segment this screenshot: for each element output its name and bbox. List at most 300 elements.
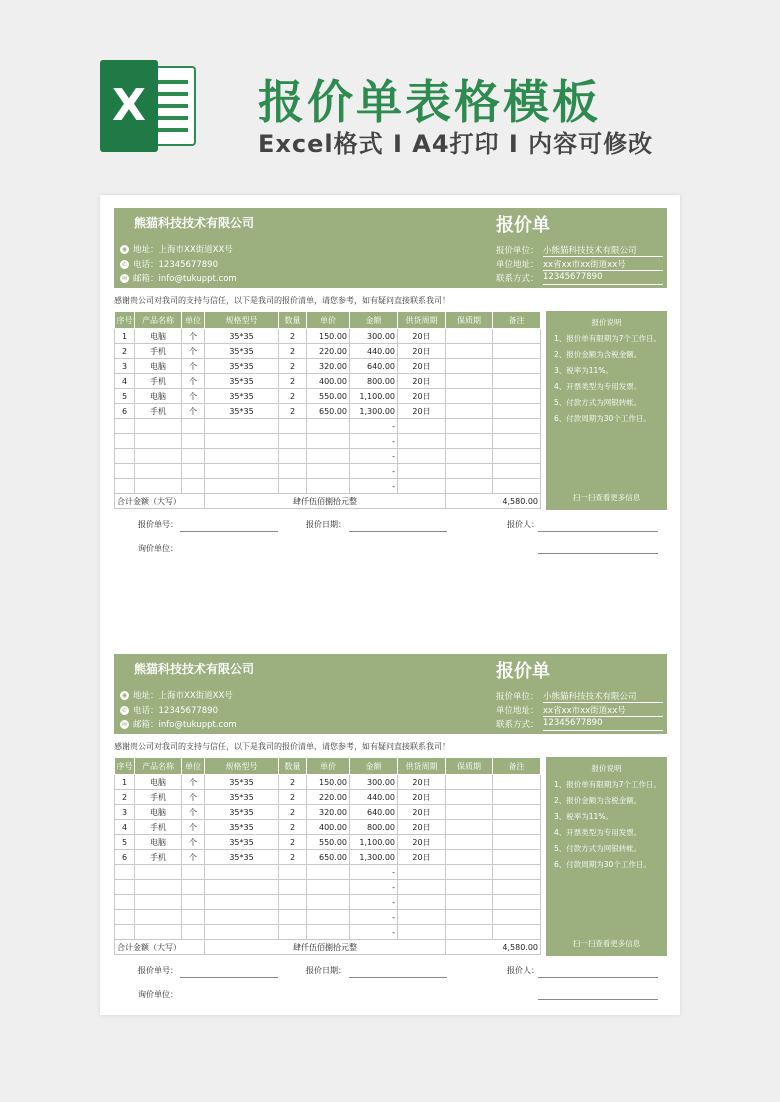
company-address: ◉ 地址：上海市XX街道XX号 bbox=[121, 245, 233, 255]
table-cell bbox=[446, 344, 493, 359]
column-header: 序号 bbox=[115, 312, 135, 329]
table-cell bbox=[493, 790, 541, 805]
table-cell bbox=[279, 434, 307, 449]
table-cell: - bbox=[350, 895, 398, 910]
table-cell bbox=[493, 479, 541, 494]
table-cell: 2 bbox=[279, 790, 307, 805]
table-row bbox=[115, 419, 541, 434]
table-cell: 手机 bbox=[135, 374, 182, 389]
table-cell: 3 bbox=[115, 805, 135, 820]
table-row bbox=[115, 449, 541, 464]
quote-no-label: 报价单号： bbox=[138, 966, 178, 975]
table-cell: 440.00 bbox=[350, 790, 398, 805]
table-cell bbox=[135, 865, 182, 880]
location-icon: ◉ bbox=[121, 691, 128, 699]
quote-notes bbox=[546, 311, 667, 510]
note-item: 4、开票类型为专用发票。 bbox=[554, 382, 642, 391]
table-cell: 手机 bbox=[135, 850, 182, 865]
company-name: 熊猫科技技术有限公司 bbox=[134, 662, 255, 676]
table-row bbox=[115, 880, 541, 895]
table-cell: 5 bbox=[115, 835, 135, 850]
inquiry-field[interactable] bbox=[538, 553, 658, 554]
column-header: 供货周期 bbox=[398, 312, 446, 329]
column-header: 保质期 bbox=[446, 312, 493, 329]
column-header: 单价 bbox=[307, 312, 350, 329]
table-row bbox=[115, 820, 541, 835]
total-cell: 合计金额（大写） bbox=[115, 494, 205, 509]
table-cell bbox=[493, 775, 541, 790]
table-cell bbox=[493, 850, 541, 865]
table-cell: 35*35 bbox=[205, 775, 279, 790]
table-cell bbox=[182, 895, 205, 910]
table-cell: 400.00 bbox=[307, 820, 350, 835]
notes-title: 报价说明 bbox=[591, 764, 622, 773]
table-cell: 150.00 bbox=[307, 329, 350, 344]
table-cell bbox=[446, 434, 493, 449]
mail-icon: ✉ bbox=[121, 274, 128, 282]
company-email: ✉ 邮箱：info@tukuppt.com bbox=[121, 720, 237, 730]
notes-title: 报价说明 bbox=[591, 318, 622, 327]
table-cell: 20日 bbox=[398, 359, 446, 374]
note-item: 3、税率为11%。 bbox=[554, 812, 613, 821]
total-cell: 合计金额（大写） bbox=[115, 940, 205, 955]
table-cell bbox=[446, 895, 493, 910]
table-cell: - bbox=[350, 880, 398, 895]
table-cell: 电脑 bbox=[135, 329, 182, 344]
quote-date-field[interactable] bbox=[349, 531, 447, 532]
table-cell: 个 bbox=[182, 404, 205, 419]
table-cell: 300.00 bbox=[350, 329, 398, 344]
table-row bbox=[115, 389, 541, 404]
table-cell: 2 bbox=[279, 344, 307, 359]
table-cell bbox=[446, 850, 493, 865]
column-header: 单位 bbox=[182, 312, 205, 329]
table-cell: 2 bbox=[279, 359, 307, 374]
table-cell: 2 bbox=[279, 329, 307, 344]
table-cell bbox=[307, 865, 350, 880]
table-cell bbox=[205, 449, 279, 464]
table-cell bbox=[446, 820, 493, 835]
table-cell: 1,300.00 bbox=[350, 850, 398, 865]
table-cell: 手机 bbox=[135, 820, 182, 835]
table-cell bbox=[398, 910, 446, 925]
notes-scan: 扫一扫查看更多信息 bbox=[572, 493, 641, 502]
quote-no-field[interactable] bbox=[180, 531, 278, 532]
table-cell bbox=[398, 419, 446, 434]
table-cell bbox=[115, 925, 135, 940]
banner bbox=[0, 0, 780, 195]
excel-icon: X bbox=[100, 60, 198, 152]
table-cell bbox=[493, 464, 541, 479]
table-cell bbox=[135, 479, 182, 494]
table-cell: 2 bbox=[279, 404, 307, 419]
table-cell bbox=[446, 805, 493, 820]
quoter-field[interactable] bbox=[538, 977, 658, 978]
quote-notes bbox=[546, 757, 667, 956]
table-cell: 2 bbox=[279, 775, 307, 790]
table-cell bbox=[446, 925, 493, 940]
table-cell: 35*35 bbox=[205, 790, 279, 805]
table-cell: 35*35 bbox=[205, 389, 279, 404]
quote-no-field[interactable] bbox=[180, 977, 278, 978]
table-cell: 电脑 bbox=[135, 835, 182, 850]
note-item: 3、税率为11%。 bbox=[554, 366, 613, 375]
table-cell: - bbox=[350, 925, 398, 940]
table-cell bbox=[135, 895, 182, 910]
inquiry-label: 询价单位： bbox=[138, 990, 178, 999]
table-cell: 2 bbox=[279, 835, 307, 850]
table-cell: - bbox=[350, 449, 398, 464]
table-row bbox=[115, 404, 541, 419]
table-cell bbox=[398, 925, 446, 940]
table-row bbox=[115, 790, 541, 805]
table-cell bbox=[135, 464, 182, 479]
table-cell: 35*35 bbox=[205, 344, 279, 359]
table-cell: 20日 bbox=[398, 790, 446, 805]
inquiry-field[interactable] bbox=[538, 999, 658, 1000]
column-header: 规格型号 bbox=[205, 312, 279, 329]
quoter-label: 报价人： bbox=[507, 520, 539, 529]
table-cell: 4 bbox=[115, 820, 135, 835]
table-cell bbox=[446, 374, 493, 389]
table-cell: 2 bbox=[115, 344, 135, 359]
table-cell: 5 bbox=[115, 389, 135, 404]
table-cell: 个 bbox=[182, 790, 205, 805]
table-cell bbox=[135, 449, 182, 464]
table-cell: 650.00 bbox=[307, 850, 350, 865]
table-cell bbox=[307, 910, 350, 925]
table-cell bbox=[446, 880, 493, 895]
note-item: 1、报价单有限期为7个工作日。 bbox=[554, 780, 662, 789]
table-row bbox=[115, 775, 541, 790]
table-cell bbox=[493, 910, 541, 925]
table-cell bbox=[307, 895, 350, 910]
table-cell bbox=[493, 419, 541, 434]
total-row bbox=[115, 494, 541, 509]
table-cell: 20日 bbox=[398, 329, 446, 344]
quote-title: 报价单 bbox=[496, 215, 550, 236]
table-cell bbox=[182, 434, 205, 449]
quote-no-label: 报价单号： bbox=[138, 520, 178, 529]
table-cell: - bbox=[350, 419, 398, 434]
table-cell bbox=[205, 880, 279, 895]
table-cell: 35*35 bbox=[205, 805, 279, 820]
table-cell bbox=[182, 880, 205, 895]
table-cell bbox=[279, 865, 307, 880]
company-name: 熊猫科技技术有限公司 bbox=[134, 216, 255, 230]
table-cell bbox=[493, 820, 541, 835]
table-cell bbox=[279, 925, 307, 940]
phone-icon: ✆ bbox=[121, 706, 128, 714]
table-row bbox=[115, 850, 541, 865]
table-cell: - bbox=[350, 434, 398, 449]
table-cell: 35*35 bbox=[205, 820, 279, 835]
quote-title: 报价单 bbox=[496, 661, 550, 682]
table-row bbox=[115, 359, 541, 374]
table-cell: 800.00 bbox=[350, 820, 398, 835]
note-item: 2、报价金额为含税金额。 bbox=[554, 796, 642, 805]
table-cell: 4 bbox=[115, 374, 135, 389]
quote-company-row: 报价单位： 小熊猫科技技术有限公司 bbox=[496, 244, 666, 256]
table-cell: 个 bbox=[182, 329, 205, 344]
table-cell bbox=[182, 464, 205, 479]
note-item: 5、付款方式为网银转帐。 bbox=[554, 844, 642, 853]
table-cell bbox=[135, 925, 182, 940]
table-cell bbox=[446, 329, 493, 344]
table-cell: - bbox=[350, 479, 398, 494]
table-cell: 20日 bbox=[398, 404, 446, 419]
table-cell bbox=[398, 865, 446, 880]
table-cell: 个 bbox=[182, 820, 205, 835]
table-cell bbox=[446, 479, 493, 494]
table-cell bbox=[493, 344, 541, 359]
table-cell bbox=[182, 910, 205, 925]
column-header: 单价 bbox=[307, 758, 350, 775]
table-cell: 个 bbox=[182, 374, 205, 389]
table-row bbox=[115, 925, 541, 940]
table-row bbox=[115, 329, 541, 344]
table-cell bbox=[115, 479, 135, 494]
column-header: 保质期 bbox=[446, 758, 493, 775]
table-cell: 6 bbox=[115, 404, 135, 419]
table-cell: 800.00 bbox=[350, 374, 398, 389]
total-cell: 肆仟伍佰捌拾元整 bbox=[205, 494, 446, 509]
note-item: 1、报价单有限期为7个工作日。 bbox=[554, 334, 662, 343]
table-cell: 个 bbox=[182, 835, 205, 850]
table-cell: 300.00 bbox=[350, 775, 398, 790]
table-cell bbox=[307, 479, 350, 494]
company-email: ✉ 邮箱：info@tukuppt.com bbox=[121, 274, 237, 284]
table-cell: 35*35 bbox=[205, 850, 279, 865]
column-header: 单位 bbox=[182, 758, 205, 775]
notes-scan: 扫一扫查看更多信息 bbox=[572, 939, 641, 948]
table-cell bbox=[205, 479, 279, 494]
table-cell bbox=[446, 910, 493, 925]
table-cell: - bbox=[350, 865, 398, 880]
quote-header bbox=[114, 208, 667, 288]
total-row bbox=[115, 940, 541, 955]
column-header: 供货周期 bbox=[398, 758, 446, 775]
table-cell bbox=[279, 895, 307, 910]
items-table bbox=[114, 757, 541, 955]
table-row bbox=[115, 865, 541, 880]
table-cell: 手机 bbox=[135, 344, 182, 359]
table-cell: 个 bbox=[182, 850, 205, 865]
table-cell bbox=[115, 419, 135, 434]
table-cell bbox=[115, 880, 135, 895]
table-cell bbox=[493, 865, 541, 880]
table-row bbox=[115, 895, 541, 910]
table-cell: 2 bbox=[279, 820, 307, 835]
table-cell bbox=[398, 434, 446, 449]
table-row bbox=[115, 464, 541, 479]
quote-date-label: 报价日期： bbox=[306, 520, 346, 529]
table-cell: 个 bbox=[182, 359, 205, 374]
column-header: 规格型号 bbox=[205, 758, 279, 775]
table-cell bbox=[205, 925, 279, 940]
table-cell bbox=[205, 910, 279, 925]
table-cell: 手机 bbox=[135, 790, 182, 805]
table-cell: 个 bbox=[182, 775, 205, 790]
table-cell: 电脑 bbox=[135, 389, 182, 404]
company-address: ◉ 地址：上海市XX街道XX号 bbox=[121, 691, 233, 701]
table-cell: 电脑 bbox=[135, 805, 182, 820]
page-subtitle: Excel格式 I A4打印 I 内容可修改 bbox=[258, 130, 654, 158]
table-row bbox=[115, 434, 541, 449]
table-cell: 2 bbox=[279, 374, 307, 389]
table-cell bbox=[307, 419, 350, 434]
total-cell: 4,580.00 bbox=[446, 494, 541, 509]
items-table bbox=[114, 311, 541, 509]
table-cell: 2 bbox=[279, 389, 307, 404]
table-cell: 640.00 bbox=[350, 359, 398, 374]
table-cell bbox=[279, 449, 307, 464]
column-header: 序号 bbox=[115, 758, 135, 775]
note-item: 4、开票类型为专用发票。 bbox=[554, 828, 642, 837]
table-cell: 20日 bbox=[398, 835, 446, 850]
table-cell: 20日 bbox=[398, 344, 446, 359]
table-cell bbox=[493, 925, 541, 940]
table-cell: 1 bbox=[115, 775, 135, 790]
table-cell: 20日 bbox=[398, 389, 446, 404]
column-header: 金额 bbox=[350, 758, 398, 775]
table-cell: 个 bbox=[182, 344, 205, 359]
table-cell: 电脑 bbox=[135, 359, 182, 374]
total-cell: 肆仟伍佰捌拾元整 bbox=[205, 940, 446, 955]
column-header: 备注 bbox=[493, 758, 541, 775]
company-phone: ✆ 电话：12345677890 bbox=[121, 706, 218, 716]
table-cell: 1,300.00 bbox=[350, 404, 398, 419]
table-cell bbox=[398, 464, 446, 479]
unit-address-row: 单位地址： xx省xx市xx街道xx号 bbox=[496, 258, 666, 270]
contact-row: 联系方式： 12345677890 bbox=[496, 272, 666, 284]
column-header: 数量 bbox=[279, 312, 307, 329]
table-cell: 手机 bbox=[135, 404, 182, 419]
table-cell: 35*35 bbox=[205, 359, 279, 374]
table-cell bbox=[115, 464, 135, 479]
table-cell: 2 bbox=[279, 850, 307, 865]
table-cell: 1 bbox=[115, 329, 135, 344]
table-cell: 20日 bbox=[398, 775, 446, 790]
table-cell bbox=[446, 464, 493, 479]
column-header: 产品名称 bbox=[135, 758, 182, 775]
table-cell: 个 bbox=[182, 805, 205, 820]
table-cell bbox=[279, 464, 307, 479]
table-cell: 440.00 bbox=[350, 344, 398, 359]
table-cell: 220.00 bbox=[307, 344, 350, 359]
table-cell bbox=[205, 434, 279, 449]
table-cell bbox=[279, 419, 307, 434]
table-row bbox=[115, 910, 541, 925]
table-cell: - bbox=[350, 464, 398, 479]
table-cell: 550.00 bbox=[307, 835, 350, 850]
table-cell bbox=[446, 449, 493, 464]
table-row bbox=[115, 479, 541, 494]
note-item: 6、付款周期为30个工作日。 bbox=[554, 414, 651, 423]
table-cell: 35*35 bbox=[205, 329, 279, 344]
column-header: 备注 bbox=[493, 312, 541, 329]
table-cell: 2 bbox=[279, 805, 307, 820]
table-cell bbox=[493, 449, 541, 464]
table-cell bbox=[115, 449, 135, 464]
table-cell bbox=[307, 880, 350, 895]
table-cell bbox=[279, 479, 307, 494]
table-cell bbox=[307, 464, 350, 479]
column-header: 产品名称 bbox=[135, 312, 182, 329]
table-cell bbox=[493, 389, 541, 404]
quote-date-field[interactable] bbox=[349, 977, 447, 978]
table-cell bbox=[135, 434, 182, 449]
thanks-text: 感谢贵公司对我司的支持与信任，以下是我司的报价清单，请您参考，如有疑问直接联系我司！ bbox=[114, 742, 450, 751]
table-cell bbox=[493, 329, 541, 344]
table-cell: 220.00 bbox=[307, 790, 350, 805]
column-header: 金额 bbox=[350, 312, 398, 329]
table-cell bbox=[398, 479, 446, 494]
table-cell bbox=[493, 895, 541, 910]
column-header: 数量 bbox=[279, 758, 307, 775]
quote-header bbox=[114, 654, 667, 734]
quote-date-label: 报价日期： bbox=[306, 966, 346, 975]
table-cell bbox=[279, 910, 307, 925]
table-cell bbox=[398, 895, 446, 910]
location-icon: ◉ bbox=[121, 245, 128, 253]
table-cell: 35*35 bbox=[205, 374, 279, 389]
table-cell bbox=[493, 374, 541, 389]
contact-row: 联系方式： 12345677890 bbox=[496, 718, 666, 730]
quote-company-row: 报价单位： 小熊猫科技技术有限公司 bbox=[496, 690, 666, 702]
table-cell: 320.00 bbox=[307, 359, 350, 374]
table-cell bbox=[493, 434, 541, 449]
table-cell bbox=[135, 880, 182, 895]
table-cell bbox=[446, 865, 493, 880]
inquiry-label: 询价单位： bbox=[138, 544, 178, 553]
table-cell: 1,100.00 bbox=[350, 835, 398, 850]
table-cell bbox=[493, 805, 541, 820]
table-cell bbox=[446, 775, 493, 790]
table-row bbox=[115, 805, 541, 820]
table-cell: 20日 bbox=[398, 374, 446, 389]
table-cell bbox=[115, 910, 135, 925]
table-cell bbox=[115, 434, 135, 449]
table-cell bbox=[182, 925, 205, 940]
table-cell: 320.00 bbox=[307, 805, 350, 820]
quoter-field[interactable] bbox=[538, 531, 658, 532]
table-cell bbox=[446, 359, 493, 374]
thanks-text: 感谢贵公司对我司的支持与信任，以下是我司的报价清单，请您参考，如有疑问直接联系我司！ bbox=[114, 296, 450, 305]
table-cell bbox=[182, 449, 205, 464]
table-cell: 35*35 bbox=[205, 404, 279, 419]
table-row bbox=[115, 374, 541, 389]
table-cell bbox=[307, 925, 350, 940]
table-cell: 电脑 bbox=[135, 775, 182, 790]
table-cell: 150.00 bbox=[307, 775, 350, 790]
table-cell bbox=[446, 389, 493, 404]
table-cell bbox=[182, 419, 205, 434]
table-cell bbox=[115, 865, 135, 880]
table-cell: 个 bbox=[182, 389, 205, 404]
table-cell: 400.00 bbox=[307, 374, 350, 389]
company-phone: ✆ 电话：12345677890 bbox=[121, 260, 218, 270]
quote-sheet bbox=[100, 195, 680, 1015]
table-cell bbox=[115, 895, 135, 910]
table-cell: 20日 bbox=[398, 850, 446, 865]
table-cell bbox=[182, 865, 205, 880]
table-cell: 20日 bbox=[398, 805, 446, 820]
table-cell bbox=[446, 404, 493, 419]
page-title: 报价单表格模板 bbox=[258, 75, 601, 129]
total-cell: 4,580.00 bbox=[446, 940, 541, 955]
table-cell: 35*35 bbox=[205, 835, 279, 850]
